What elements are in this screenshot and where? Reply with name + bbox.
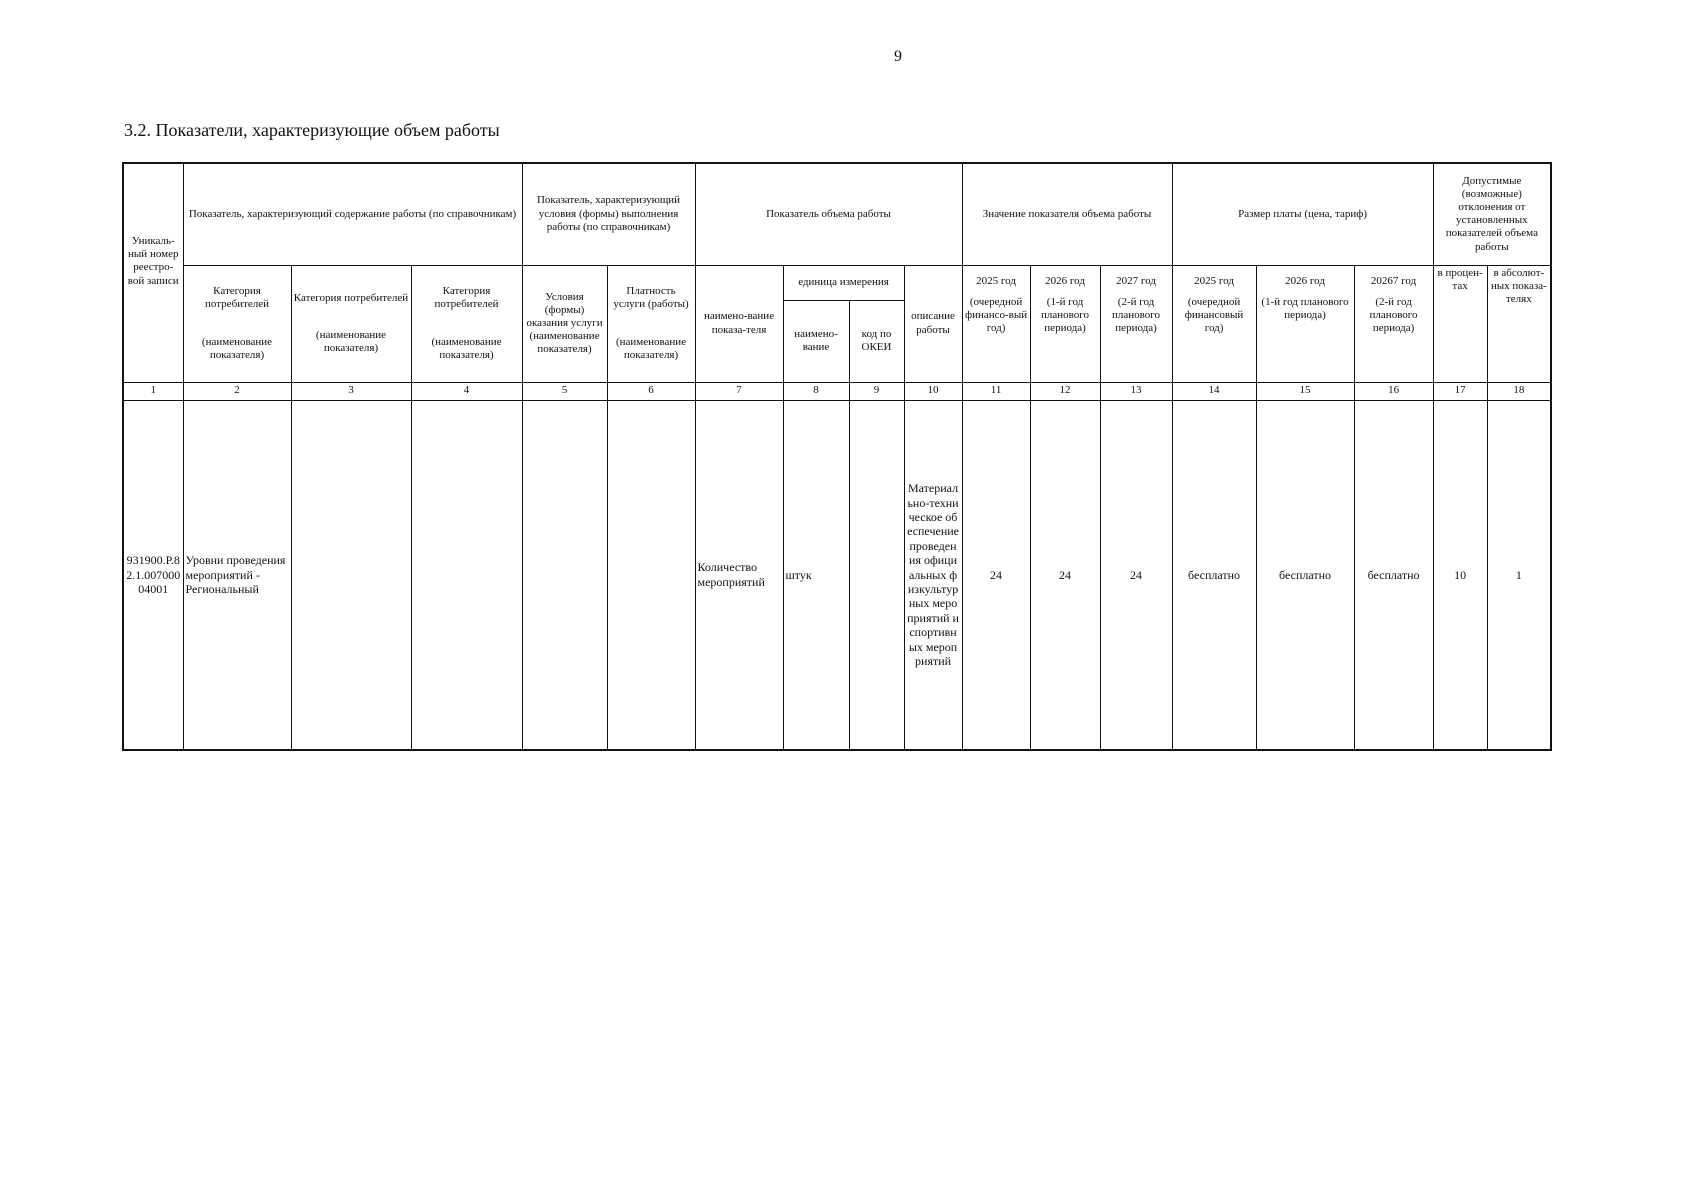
column-number: 3 (291, 382, 411, 400)
service-conditions-header: Условия (формы) оказания услуги (наименование показателя) (522, 265, 607, 382)
column-number: 11 (962, 382, 1030, 400)
okei-cell (849, 400, 904, 750)
fee-2026-cell: бесплатно (1256, 400, 1354, 750)
page-number: 9 (894, 48, 902, 65)
unit-cell: штук (783, 400, 849, 750)
consumer-category-header-2: Категория потребителей (наименование показателя) (291, 265, 411, 382)
column-number: 18 (1487, 382, 1551, 400)
column-number: 17 (1433, 382, 1487, 400)
okei-code-header: код по ОКЕИ (849, 300, 904, 382)
registry-number-cell: 931900.Р.82.1.00700004001 (123, 400, 183, 750)
work-description-header: описание работы (904, 265, 962, 382)
column-number: 14 (1172, 382, 1256, 400)
indicator-cell: Количество мероприятий (695, 400, 783, 750)
deviation-group-header: Допустимые (возможные) отклонения от установленных показателей объема работы (1433, 163, 1551, 265)
volume-indicator-group-header: Показатель объема работы (695, 163, 962, 265)
indicator-name-header: наимено-вание показа-теля (695, 265, 783, 382)
value-2025-header: 2025 год (очередной финансо-вый год) (962, 265, 1030, 382)
deviation-percent-cell: 10 (1433, 400, 1487, 750)
conditions-indicator-group-header: Показатель, характеризующий условия (формы) выполнения работы (по справочникам) (522, 163, 695, 265)
column-number: 9 (849, 382, 904, 400)
column-number: 1 (123, 382, 183, 400)
fee-2025-cell: бесплатно (1172, 400, 1256, 750)
unit-group-header: единица измерения (783, 265, 904, 300)
value-2026-cell: 24 (1030, 400, 1100, 750)
empty-cell (522, 400, 607, 750)
column-number: 8 (783, 382, 849, 400)
volume-indicators-table (122, 162, 1552, 751)
column-number: 7 (695, 382, 783, 400)
column-number: 6 (607, 382, 695, 400)
fee-20267-header: 20267 год (2-й год планового периода) (1354, 265, 1433, 382)
value-2027-header: 2027 год (2-й год планового периода) (1100, 265, 1172, 382)
value-2025-cell: 24 (962, 400, 1030, 750)
value-2027-cell: 24 (1100, 400, 1172, 750)
description-cell: Материально-техническое обеспечение проведения официальных физкультурных мероприятий и спортивных мероприятий (904, 400, 962, 750)
deviation-absolute-cell: 1 (1487, 400, 1551, 750)
deviation-absolute-header: в абсолют-ных показа-телях (1487, 265, 1551, 382)
fee-group-header: Размер платы (цена, тариф) (1172, 163, 1433, 265)
column-number: 16 (1354, 382, 1433, 400)
value-2026-header: 2026 год (1-й год планового периода) (1030, 265, 1100, 382)
service-fee-header: Платность услуги (работы) (наименование показателя) (607, 265, 695, 382)
column-number: 15 (1256, 382, 1354, 400)
column-number-row (123, 382, 1551, 400)
consumer-category-header-1: Категория потребителей (наименование показателя) (183, 265, 291, 382)
column-number: 13 (1100, 382, 1172, 400)
volume-value-group-header: Значение показателя объема работы (962, 163, 1172, 265)
column-number: 4 (411, 382, 522, 400)
registry-number-header: Уникаль-ный номер реестро-вой записи (123, 163, 183, 382)
empty-cell (291, 400, 411, 750)
fee-20267-cell: бесплатно (1354, 400, 1433, 750)
column-number: 2 (183, 382, 291, 400)
column-number: 12 (1030, 382, 1100, 400)
category-cell: Уровни проведения мероприятий - Региональный (183, 400, 291, 750)
fee-2026-header: 2026 год (1-й год планового периода) (1256, 265, 1354, 382)
fee-2025-header: 2025 год (очередной финансовый год) (1172, 265, 1256, 382)
empty-cell (607, 400, 695, 750)
unit-name-header: наимено-вание (783, 300, 849, 382)
table-row (123, 400, 1551, 750)
section-title: 3.2. Показатели, характеризующие объем работы (124, 120, 500, 140)
empty-cell (411, 400, 522, 750)
consumer-category-header-3: Категория потребителей (наименование показателя) (411, 265, 522, 382)
content-indicator-group-header: Показатель, характеризующий содержание работы (по справочникам) (183, 163, 522, 265)
deviation-percent-header: в процен-тах (1433, 265, 1487, 382)
column-number: 5 (522, 382, 607, 400)
column-number: 10 (904, 382, 962, 400)
